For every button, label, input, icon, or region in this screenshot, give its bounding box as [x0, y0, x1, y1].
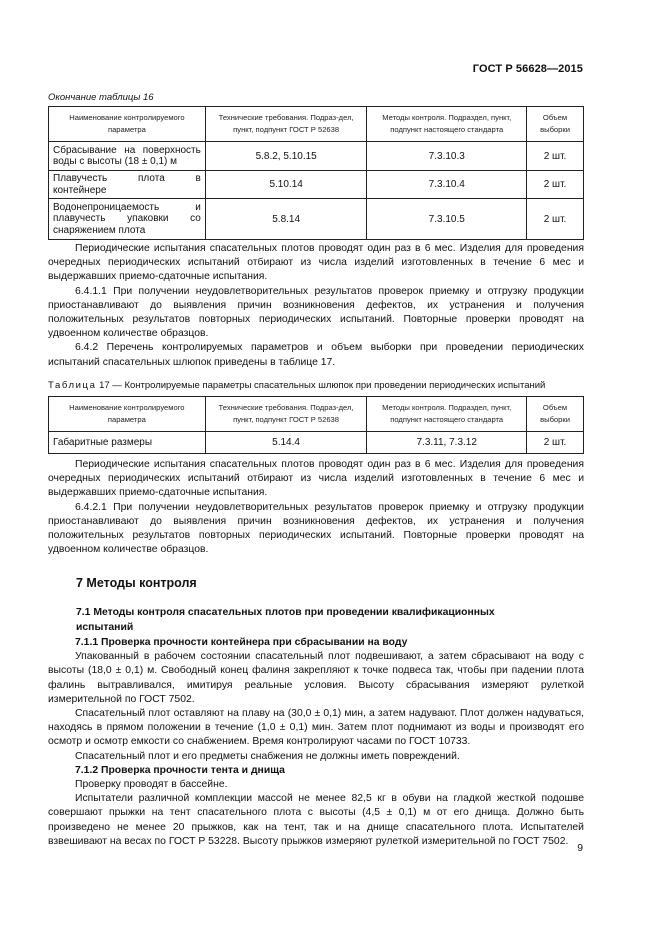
column-header: Методы контроля. Подраздел, пункт, подпункт настоящего стандарта — [367, 107, 527, 142]
column-header: Объем выборки — [527, 107, 584, 142]
table-17 — [48, 396, 584, 454]
sample-cell: 2 шт. — [527, 199, 584, 240]
table-caption-text: 17 — Контролируемые параметры спасательных шлюпок при проведении периодических испытаний — [99, 380, 546, 391]
paragraph: Спасательный плот и его предметы снабжения не должны иметь повреждений. — [75, 750, 460, 762]
table-label: Таблица — [48, 380, 97, 391]
paragraph: 6.4.2.1 При получении неудовлетворительных результатов проверок приемку и отгрузку продукции приостанавливают до выявления причин возникновения дефектов, их устранения и получения положительных результатов повторных периодических испытаний. Повторные проверки проводят на удвоенном количестве образцов. — [48, 501, 584, 556]
parameter-cell: Плавучесть плота в контейнере — [49, 171, 206, 199]
column-header: Наименование контролируемого параметра — [49, 397, 206, 432]
table-header-row — [49, 397, 584, 432]
column-header: Технические требования. Подраз-дел, пункт, подпункт ГОСТ Р 52638 — [205, 397, 367, 432]
requirement-cell: 5.10.14 — [205, 171, 367, 199]
paragraph: Периодические испытания спасательных плотов проводят один раз в 6 мес. Изделия для проведения очередных периодических испытаний отбирают из числа изделий изготовленных в течение 6 мес и выдержавших приемо-сдаточные испытания. — [48, 243, 584, 283]
standard-number: ГОСТ Р 56628—2015 — [472, 63, 583, 75]
page-number: 9 — [577, 843, 583, 854]
parameter-cell: Водонепроницаемость и плавучесть упаковки со снаряжением плота — [49, 199, 206, 240]
method-cell: 7.3.10.3 — [367, 142, 527, 171]
table-header-row — [49, 107, 584, 142]
paragraph: Периодические испытания спасательных плотов проводят один раз в 6 мес. Изделия для проведения очередных периодических испытаний отбирают из числа изделий изготовленных в течение 6 мес и выдержавших приемо-сдаточные испытания. — [48, 459, 584, 499]
table17-caption — [48, 380, 545, 391]
table-row — [49, 199, 584, 240]
method-cell: 7.3.11, 7.3.12 — [367, 432, 527, 454]
requirement-cell: 5.8.2, 5.10.15 — [205, 142, 367, 171]
column-header: Наименование контролируемого параметра — [49, 107, 206, 142]
section-title: 7 Методы контроля — [76, 576, 197, 590]
sample-cell: 2 шт. — [527, 142, 584, 171]
table-row — [49, 142, 584, 171]
sample-cell: 2 шт. — [527, 432, 584, 454]
table-row — [49, 171, 584, 199]
column-header: Технические требования. Подраз-дел, пункт, подпункт ГОСТ Р 52638 — [205, 107, 367, 142]
subsection-heading: 7.1.2 Проверка прочности тента и днища — [75, 764, 285, 776]
parameter-cell: Сбрасывание на поверхность воды с высоты (18 ± 0,1) м — [49, 142, 206, 171]
paragraph: 6.4.2 Перечень контролируемых параметров и объем выборки при проведении периодических испытаний спасательных шлюпок приведены в таблице 17. — [48, 342, 584, 368]
periodic-tests-text-2 — [48, 458, 584, 557]
table16-caption: Окончание таблицы 16 — [48, 92, 154, 103]
requirement-cell: 5.8.14 — [205, 199, 367, 240]
parameter-cell: Габаритные размеры — [49, 432, 206, 454]
requirement-cell: 5.14.4 — [205, 432, 367, 454]
sample-cell: 2 шт. — [527, 171, 584, 199]
paragraph: Спасательный плот оставляют на плаву на (30,0 ± 0,1) мин, а затем надувают. Плот должен надуваться, находясь в прямом положении в течение (1,0 ± 0,1) мин. Затем плот поднимают из воды и производят его осмотр и осмотр емкости со снабжением. Время контролируют часами по ГОСТ 10733. — [48, 708, 584, 748]
column-header: Объем выборки — [527, 397, 584, 432]
subsection-title: 7.1 Методы контроля спасательных плотов при проведении квалификационных испытаний — [76, 607, 495, 633]
section7-body — [48, 636, 584, 849]
paragraph: Упакованный в рабочем состоянии спасательный плот подвешивают, а затем сбрасывают на воду с высоты (18,0 ± 0,1) м. Свободный конец фалиня закрепляют к точке подвеса так, чтобы при падении плота фалинь вытравливался, имитируя реальные условия. Высоту сбрасывания измеряют рулеткой измерительной по ГОСТ 7502. — [48, 651, 584, 705]
column-header: Методы контроля. Подраздел, пункт, подпункт настоящего стандарта — [367, 397, 527, 432]
periodic-tests-text — [48, 242, 584, 370]
paragraph: 6.4.1.1 При получении неудовлетворительных результатов проверок приемку и отгрузку продукции приостанавливают до выявления причин возникновения дефектов, их устранения и получения положительных результатов повторных периодических испытаний. Повторные проверки проводят на удвоенном количестве образцов. — [48, 285, 584, 340]
subsection-heading: 7.1.1 Проверка прочности контейнера при сбрасывании на воду — [75, 637, 408, 648]
table-row — [49, 432, 584, 454]
method-cell: 7.3.10.4 — [367, 171, 527, 199]
table-16 — [48, 106, 584, 240]
paragraph: Проверку проводят в бассейне. — [75, 779, 228, 791]
method-cell: 7.3.10.5 — [367, 199, 527, 240]
paragraph: Испытатели различной комплекции массой не менее 82,5 кг в обуви на гладкой жесткой подошве совершают прыжки на тент спасательного плота с высоты (4,5 ± 0,1) м от его днища. Должно быть произведено не менее 20 прыжков, как на тент, так и на днище спасательного плота. Испытателей взвешивают на весах по ГОСТ Р 53228. Высоту прыжков измеряют рулеткой измерительной по ГОСТ 7502. — [48, 793, 584, 847]
